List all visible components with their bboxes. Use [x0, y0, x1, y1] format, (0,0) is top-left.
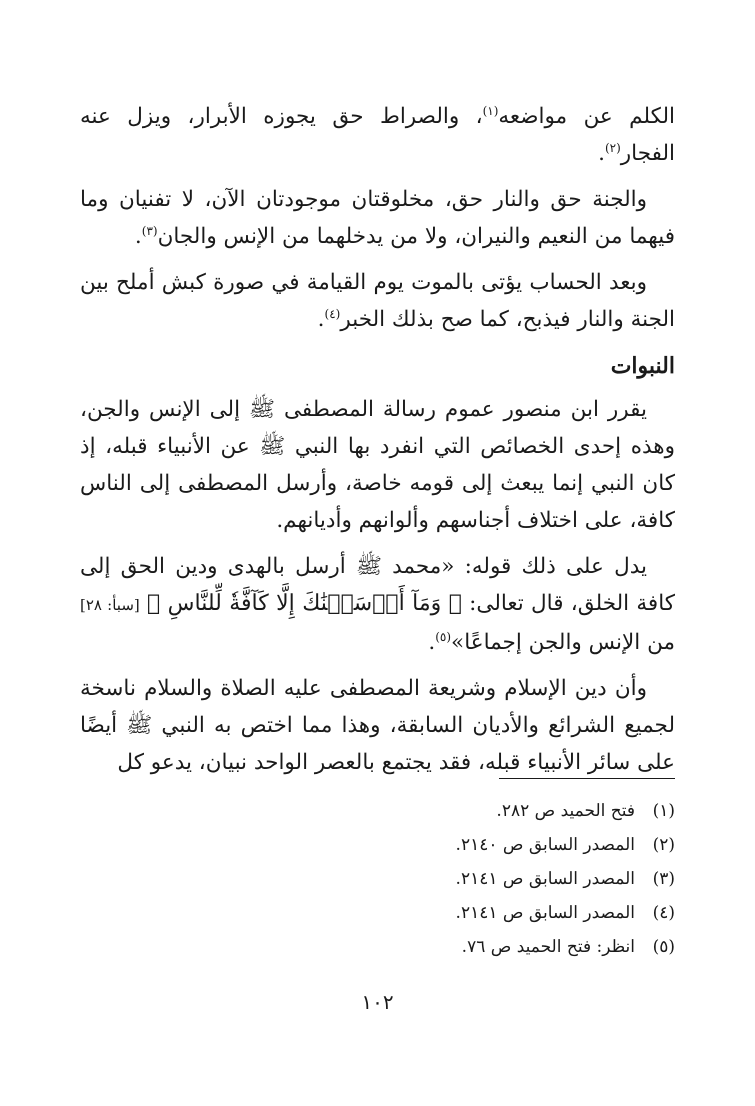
paragraph-sirat — [80, 98, 675, 172]
footnote-separator — [499, 778, 675, 779]
paragraph-death — [80, 264, 675, 338]
period: . — [598, 141, 605, 166]
paragraph-evidence — [80, 548, 675, 661]
paragraph-paradise — [80, 181, 675, 255]
footnote-marker[interactable]: (٥) — [435, 629, 452, 644]
footnote-item — [80, 794, 675, 828]
footnote-number: (٥) — [652, 937, 675, 957]
paragraph-abrogation: وأن دين الإسلام وشريعة المصطفى عليه الصلاة والسلام ناسخة لجميع الشرائع والأديان السابقة، وهذا مما اختص به النبي ﷺ أيضًا على سائر الأنبياء قبله، فقد يجتمع بالعصر الواحد نبيان، يدعو كل — [80, 676, 675, 775]
paragraph-text: والجنة حق والنار حق، مخلوقتان موجودتان الآن، لا تفنيان وما فيهما من النعيم والنيران، ولا من يدخلهما من الإنس والجان — [80, 187, 675, 249]
footnote-marker[interactable]: (٢) — [604, 140, 621, 155]
footnote-item — [80, 896, 675, 930]
period: . — [317, 307, 325, 332]
section-heading: النبوات — [610, 353, 675, 379]
footnote-item — [80, 930, 675, 964]
paragraph-text: وبعد الحساب يؤتى بالموت يوم القيامة في صورة كبش أملح بين الجنة والنار فيذبح، كما صح بذلك الخبر — [80, 270, 675, 332]
footnote-marker[interactable]: (٣) — [141, 223, 158, 238]
paragraph-text: يدل على ذلك قوله: «محمد ﷺ أرسل بالهدى ودين الحق إلى كافة الخلق، قال تعالى: — [80, 554, 675, 616]
footnote-text: المصدر السابق ص ٢١٤١. — [455, 869, 635, 889]
period: . — [428, 630, 436, 655]
footnote-number: (٤) — [652, 903, 675, 923]
footnote-item — [80, 862, 675, 896]
footnote-marker[interactable]: (٤) — [324, 306, 341, 321]
footnote-text: المصدر السابق ص ٢١٤٠. — [455, 835, 635, 855]
footnote-text: فتح الحميد ص ٢٨٢. — [496, 801, 635, 821]
footnote-text: انظر: فتح الحميد ص ٧٦. — [461, 937, 635, 957]
footnote-number: (٣) — [652, 869, 675, 889]
verse-reference: [سبأ: ٢٨] — [80, 596, 140, 614]
main-text — [80, 98, 675, 790]
footnote-marker[interactable]: (١) — [482, 103, 499, 118]
paragraph-text: من الإنس والجن إجماعًا» — [451, 630, 675, 655]
footnote-number: (١) — [652, 801, 675, 821]
paragraph-text: الكلم عن مواضعه — [498, 104, 675, 129]
footnote-item — [80, 828, 675, 862]
paragraph-prophecy: يقرر ابن منصور عموم رسالة المصطفى ﷺ إلى الإنس والجن، وهذه إحدى الخصائص التي انفرد بها النبي ﷺ عن الأنبياء قبله، إذ كان النبي إنما يبعث إلى قومه خاصة، وأرسل المصطفى إلى الناس كافة، على اختلاف أجناسهم وألوانهم وأديانهم. — [80, 397, 675, 533]
footnote-number: (٢) — [652, 835, 675, 855]
page-number: ١٠٢ — [361, 990, 394, 1014]
period: . — [134, 224, 142, 249]
paragraph-text: ، والصراط حق يجوزه الأبرار، ويزل عنه الفجار — [80, 104, 675, 166]
quran-verse: ﴿ وَمَآ أَرۡسَلۡنَٰكَ إِلَّا كَآفَّةٗ لِّلنَّاسِ ﴾ — [147, 591, 462, 616]
footnote-text: المصدر السابق ص ٢١٤١. — [455, 903, 635, 923]
footnotes-list — [80, 794, 675, 964]
